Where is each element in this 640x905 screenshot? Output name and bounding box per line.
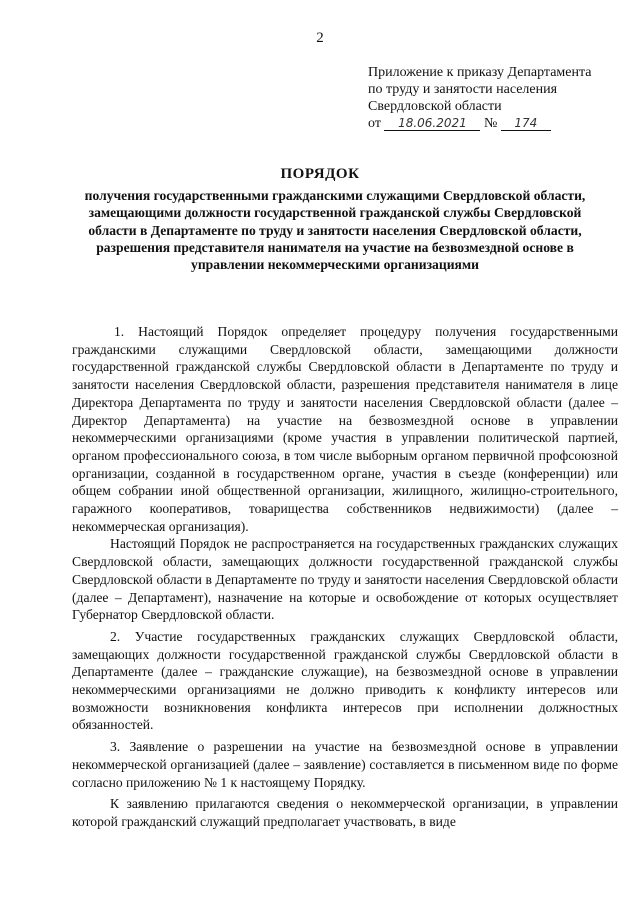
paragraph-1: 1. Настоящий Порядок определяет процедуру получения государственными гражданскими служащими Свердловской области, замещающими должности государственной гражданской службы Свердловской области в Департаменте по труду и занятости населения Свердловской области, разрешения представителя нанимателя в лице Директора Департамента по труду и занятости населения Свердловской области (далее – Директор Департамента) на участие на безвозмездной основе в управлении некоммерческими организациями (кроме участия в управлении политической партией, органом профессионального союза, в том числе выборным органом первичной профсоюзной организации, созданной в государственном органе, участия в съезде (конференции) или общем собрании иной общественной организации, жилищного, жилищно-строительного, гаражного кооперативов, товарищества собственников недвижимости) (далее – некоммерческая организация).	[72, 324, 618, 534]
paragraph-5: К заявлению прилагаются сведения о некоммерческой организации, в управлении которой гражданский служащий предполагает участвовать, в виде	[72, 796, 618, 829]
appendix-line-1: Приложение к приказу Департамента	[368, 65, 592, 80]
order-date-number-line	[368, 115, 630, 132]
paragraph-2: Настоящий Порядок не распространяется на государственных гражданских служащих Свердловской области, замещающих должности государственной гражданской службы Свердловской области в Департаменте по труду и занятости населения Свердловской области (далее – Департамент), назначение на которые и освобождение от которых осуществляет Губернатор Свердловской области.	[72, 536, 618, 623]
number-label: №	[483, 116, 498, 131]
paragraph-4: 3. Заявление о разрешении на участие на безвозмездной основе в управлении некоммерческой организацией (далее – заявление) составляется в письменном виде по форме согласно приложению № 1 к настоящему Порядку.	[72, 739, 618, 790]
appendix-header	[368, 64, 630, 132]
appendix-line-3: Свердловской области	[368, 99, 502, 114]
page-number: 2	[316, 30, 324, 46]
order-date: 18.06.2021	[384, 117, 480, 131]
appendix-line-2: по труду и занятости населения	[368, 82, 558, 97]
document-subtitle: получения государственными гражданскими служащими Свердловской области, замещающими должности государственной гражданской службы Свердловской области в Департаменте по труду и занятости населения Свердловской области, разрешения представителя нанимателя на участие на безвозмездной основе в управлении некоммерческими организациями	[84, 188, 586, 273]
document-title: ПОРЯДОК	[280, 166, 360, 182]
order-number: 174	[501, 117, 551, 131]
document-body	[72, 323, 618, 831]
from-label: от	[368, 116, 381, 131]
paragraph-3: 2. Участие государственных гражданских служащих Свердловской области, замещающих должности государственной гражданской службы Свердловской области в Департаменте (далее – гражданские служащие), на безвозмездной основе в управлении некоммерческими организациями не должно приводить к конфликту интересов или возможности возникновения конфликта интересов при исполнении должностных обязанностей.	[72, 628, 618, 733]
